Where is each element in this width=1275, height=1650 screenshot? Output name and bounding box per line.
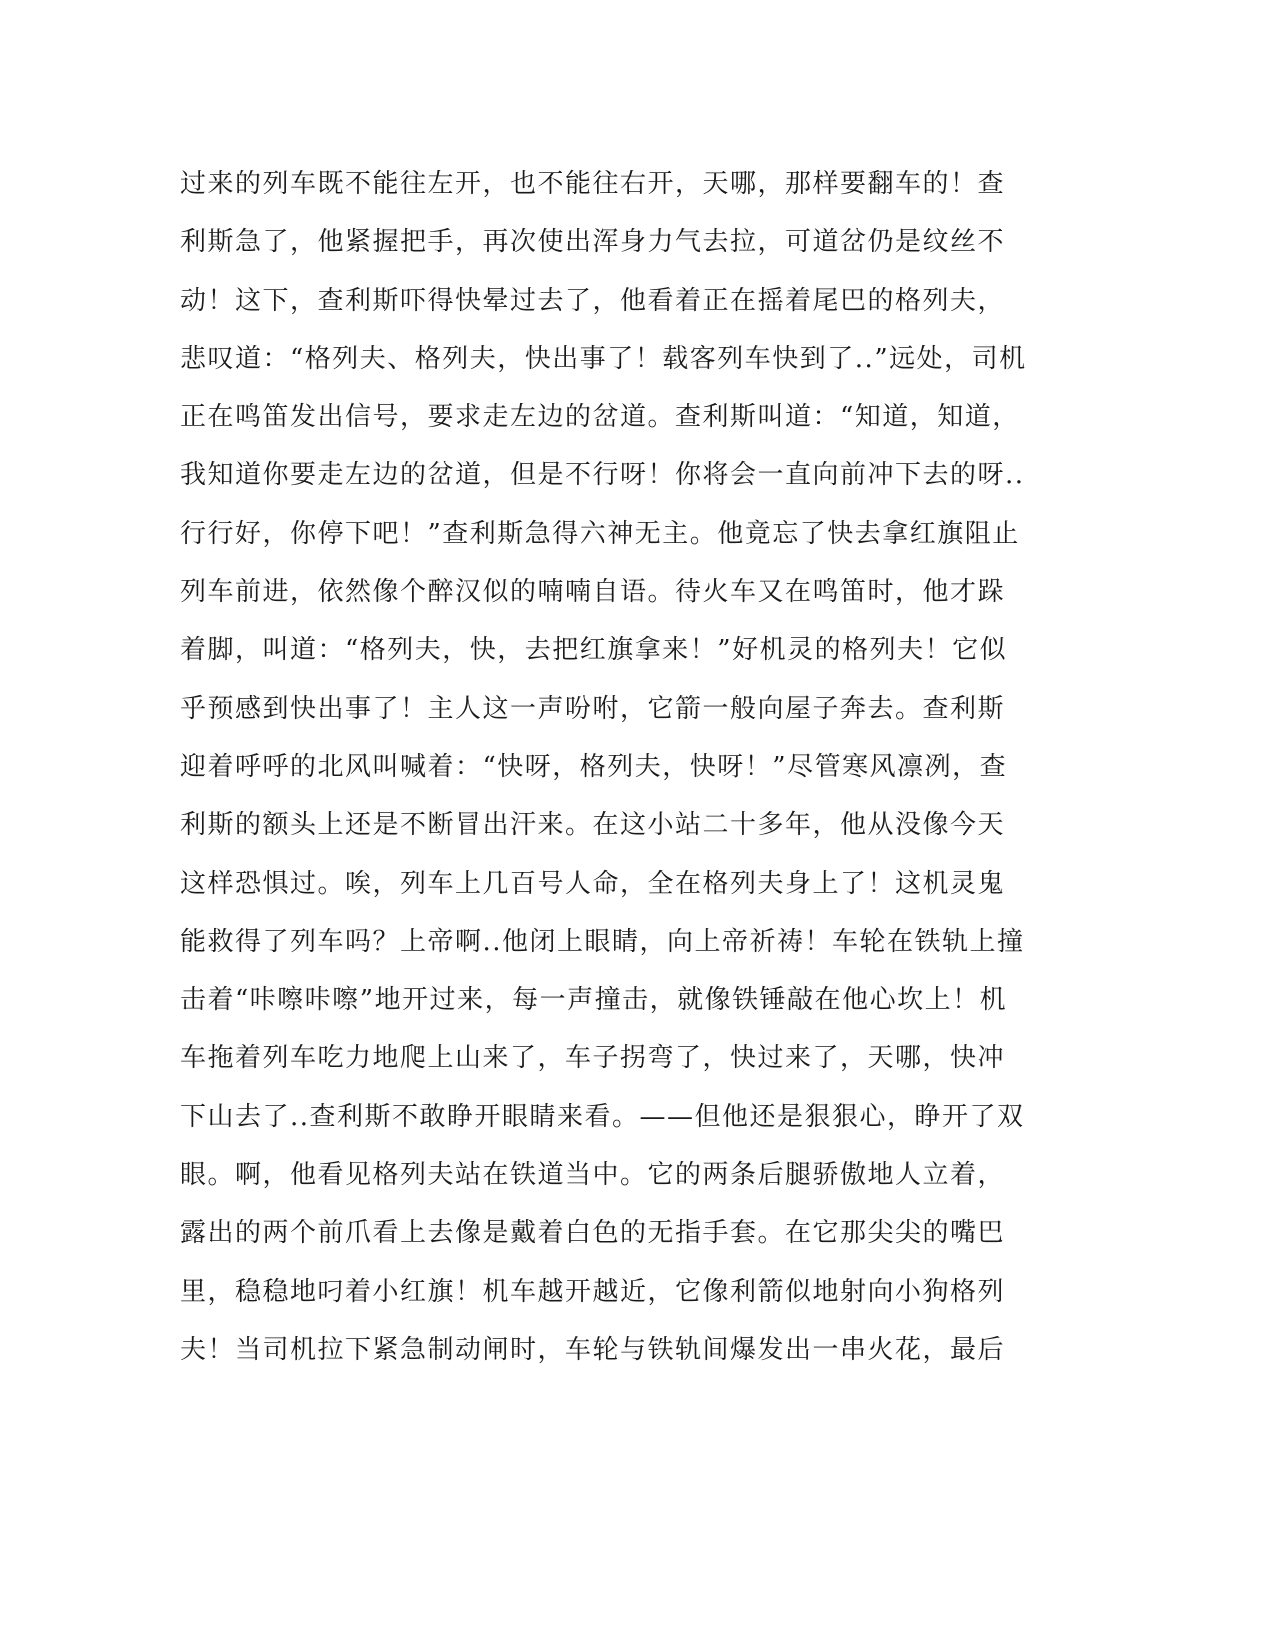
text-line: 着脚，叫道：“格列夫，快，去把红旗拿来！”好机灵的格列夫！它似 (180, 635, 1008, 666)
text-line: 利斯急了，他紧握把手，再次使出浑身力气去拉，可道岔仍是纹丝不 (180, 227, 1006, 258)
text-line: 动！这下，查利斯吓得快晕过去了，他看着正在摇着尾巴的格列夫， (180, 285, 1006, 316)
text-line: 悲叹道：“格列夫、格列夫，快出事了！载客列车快到了..”远处，司机 (180, 343, 1027, 374)
text-line: 能救得了列车吗？上帝啊..他闭上眼睛，向上帝祈祷！车轮在铁轨上撞 (180, 926, 1025, 957)
text-line: 眼。啊，他看见格列夫站在铁道当中。它的两条后腿骄傲地人立着， (180, 1160, 1006, 1191)
text-line: 行行好，你停下吧！”查利斯急得六神无主。他竟忘了快去拿红旗阻止 (180, 518, 1020, 549)
text-line: 下山去了..查利斯不敢睁开眼睛来看。——但他还是狠狠心，睁开了双 (180, 1101, 1025, 1132)
text-line: 过来的列车既不能往左开，也不能往右开，天哪，那样要翻车的！查 (180, 169, 1006, 199)
text-line: 击着“咔嚓咔嚓”地开过来，每一声撞击，就像铁锤敲在他心坎上！机 (180, 985, 1008, 1016)
text-line: 这样恐惧过。唉，列车上几百号人命，全在格列夫身上了！这机灵鬼 (180, 868, 1006, 899)
text-line: 露出的两个前爪看上去像是戴着白色的无指手套。在它那尖尖的嘴巴 (180, 1218, 1006, 1249)
text-line: 车拖着列车吃力地爬上山来了，车子拐弯了，快过来了，天哪，快冲 (180, 1043, 1006, 1074)
text-line: 我知道你要走左边的岔道，但是不行呀！你将会一直向前冲下去的呀.. (180, 460, 1025, 491)
text-line: 夫！当司机拉下紧急制动闸时，车轮与铁轨间爆发出一串火花，最后 (180, 1334, 1006, 1365)
text-line: 利斯的额头上还是不断冒出汗来。在这小站二十多年，他从没像今天 (180, 810, 1006, 841)
text-line: 正在鸣笛发出信号，要求走左边的岔道。查利斯叫道：“知道，知道， (180, 402, 1020, 433)
text-line: 列车前进，依然像个醉汉似的喃喃自语。待火车又在鸣笛时，他才跺 (180, 577, 1006, 608)
text-line: 迎着呼呼的北风叫喊着：“快呀，格列夫，快呀！”尽管寒风凛冽，查 (180, 751, 1008, 782)
body-text (180, 160, 1040, 1384)
text-line: 里，稳稳地叼着小红旗！机车越开越近，它像利箭似地射向小狗格列 (180, 1276, 1006, 1307)
text-line: 乎预感到快出事了！主人这一声吩咐，它箭一般向屋子奔去。查利斯 (180, 693, 1006, 724)
